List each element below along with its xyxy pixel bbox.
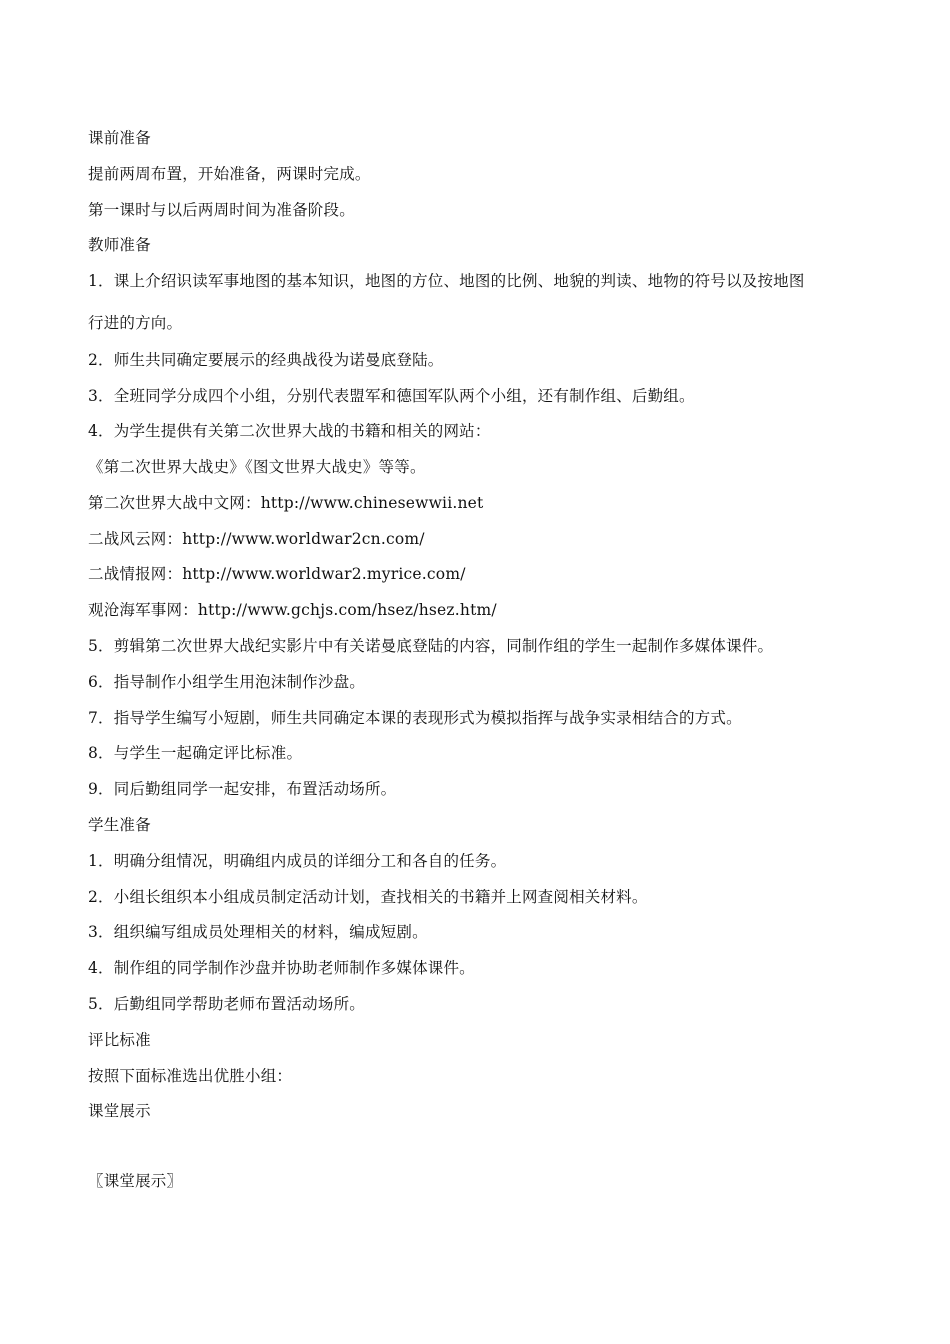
heading-class-show: 课堂展示 bbox=[88, 1102, 151, 1120]
heading-teacher-prep: 教师准备 bbox=[88, 236, 151, 254]
text-line: 第一课时与以后两周时间为准备阶段。 bbox=[88, 201, 355, 219]
link-line: 观沧海军事网：http://www.gchjs.com/hsez/hsez.htm/ bbox=[88, 601, 497, 619]
text-line: 7．指导学生编写小短剧，师生共同确定本课的表现形式为模拟指挥与战争实录相结合的方式。 bbox=[88, 709, 742, 727]
text-line: 2．师生共同确定要展示的经典战役为诺曼底登陆。 bbox=[88, 351, 444, 369]
text-line: 1．课上介绍识读军事地图的基本知识，地图的方位、地图的比例、地貌的判读、地物的符号以及按地图 bbox=[88, 272, 805, 290]
text-line: 《第二次世界大战史》《图文世界大战史》等等。 bbox=[88, 458, 426, 476]
text-line: 3．全班同学分成四个小组，分别代表盟军和德国军队两个小组，还有制作组、后勤组。 bbox=[88, 387, 695, 405]
text-line: 4．为学生提供有关第二次世界大战的书籍和相关的网站： bbox=[88, 422, 491, 440]
text-line: 9．同后勤组同学一起安排，布置活动场所。 bbox=[88, 780, 397, 798]
text-line: 4．制作组的同学制作沙盘并协助老师制作多媒体课件。 bbox=[88, 959, 475, 977]
text-line: 1．明确分组情况，明确组内成员的详细分工和各自的任务。 bbox=[88, 852, 507, 870]
heading-prep: 课前准备 bbox=[88, 129, 151, 147]
section-title-class-show: 〖课堂展示〗 bbox=[88, 1172, 183, 1190]
text-line: 2．小组长组织本小组成员制定活动计划，查找相关的书籍并上网查阅相关材料。 bbox=[88, 888, 648, 906]
link-line: 二战情报网：http://www.worldwar2.myrice.com/ bbox=[88, 565, 466, 583]
text-line: 按照下面标准选出优胜小组： bbox=[88, 1067, 293, 1085]
text-line: 5．后勤组同学帮助老师布置活动场所。 bbox=[88, 995, 365, 1013]
heading-criteria: 评比标准 bbox=[88, 1031, 151, 1049]
text-line: 行进的方向。 bbox=[88, 314, 183, 332]
link-line: 二战风云网：http://www.worldwar2cn.com/ bbox=[88, 530, 425, 548]
heading-student-prep: 学生准备 bbox=[88, 816, 151, 834]
link-line: 第二次世界大战中文网：http://www.chinesewwii.net bbox=[88, 494, 484, 512]
text-line: 5．剪辑第二次世界大战纪实影片中有关诺曼底登陆的内容，同制作组的学生一起制作多媒体课件。 bbox=[88, 637, 774, 655]
text-line: 8．与学生一起确定评比标准。 bbox=[88, 744, 303, 762]
text-line: 提前两周布置，开始准备，两课时完成。 bbox=[88, 165, 371, 183]
text-line: 3．组织编写组成员处理相关的材料，编成短剧。 bbox=[88, 923, 428, 941]
text-line: 6．指导制作小组学生用泡沫制作沙盘。 bbox=[88, 673, 365, 691]
